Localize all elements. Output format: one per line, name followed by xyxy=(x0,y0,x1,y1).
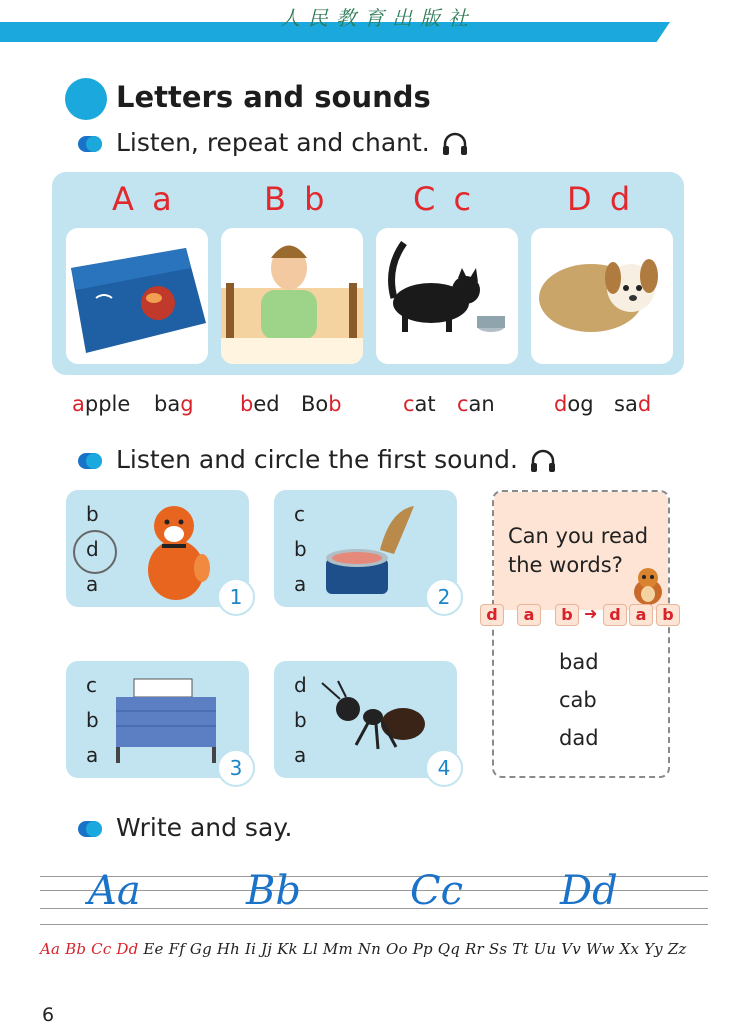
page-number: 6 xyxy=(42,1004,55,1026)
word-can xyxy=(457,392,495,416)
bullet-icon xyxy=(78,136,102,152)
word-red-part: g xyxy=(180,392,194,416)
handwriting-cc[interactable]: Cc xyxy=(410,868,464,914)
choice-letter[interactable]: b xyxy=(86,502,99,526)
ant-picture xyxy=(318,679,428,759)
word-pre-part: ba xyxy=(154,392,181,416)
choice-letter[interactable]: d xyxy=(86,537,99,561)
instruction-text: Listen, repeat and chant. xyxy=(116,128,430,157)
circle-card-2 xyxy=(274,490,457,607)
choice-letter[interactable]: a xyxy=(294,572,307,596)
boy-in-bed-picture xyxy=(221,228,363,364)
letter-tile: b xyxy=(656,604,680,626)
card-number: 1 xyxy=(217,578,255,616)
card-number: 2 xyxy=(425,578,463,616)
word-red-part: d xyxy=(554,392,568,416)
choice-letter[interactable]: a xyxy=(86,572,99,596)
word-dog xyxy=(554,392,594,416)
instruction-listen-repeat xyxy=(116,128,468,157)
letter-heading-b: B b xyxy=(264,180,329,218)
section-dot xyxy=(65,78,107,120)
read-word: cab xyxy=(559,688,597,712)
letter-tile: a xyxy=(629,604,653,626)
word-red-part: c xyxy=(457,392,469,416)
read-word: bad xyxy=(559,650,599,674)
choice-letter[interactable]: b xyxy=(86,708,99,732)
alphabet-rest: Ee Ff Gg Hh Ii Jj Kk Ll Mm Nn Oo Pp Qq Rr Ss Tt Uu Vv Ww Xx Yy Zz xyxy=(143,940,687,958)
read-question-panel xyxy=(494,492,668,610)
dog-picture xyxy=(136,498,216,602)
choice-letter[interactable]: b xyxy=(294,708,307,732)
choice-letter[interactable]: a xyxy=(294,743,307,767)
can-picture xyxy=(320,498,420,602)
handwriting-aa[interactable]: Aa xyxy=(88,868,141,914)
word-red-part: b xyxy=(328,392,342,416)
page-title: Letters and sounds xyxy=(116,80,431,114)
read-word: dad xyxy=(559,726,599,750)
choice-letter[interactable]: d xyxy=(294,673,307,697)
word-rest-part: ed xyxy=(253,392,280,416)
alphabet-strip xyxy=(40,940,687,958)
handwriting-bb[interactable]: Bb xyxy=(246,868,301,914)
squirrel-icon xyxy=(630,564,666,606)
bullet-icon xyxy=(78,453,102,469)
bullet-icon xyxy=(78,821,102,837)
letter-heading-a: A a xyxy=(112,180,176,218)
choice-letter[interactable]: c xyxy=(294,502,305,526)
headphones-icon[interactable] xyxy=(530,449,556,473)
word-red-part: d xyxy=(637,392,652,416)
instruction-listen-circle xyxy=(116,445,556,474)
circle-card-4 xyxy=(274,661,457,778)
word-red-part: b xyxy=(240,392,254,416)
word-pre-part: Bo xyxy=(301,392,329,416)
word-cat xyxy=(403,392,436,416)
choice-letter[interactable]: b xyxy=(294,537,307,561)
word-rest-part: an xyxy=(468,392,495,416)
choice-letter[interactable]: a xyxy=(86,743,99,767)
letter-tile: d xyxy=(603,604,627,626)
word-bag xyxy=(154,392,194,416)
word-bob xyxy=(301,392,342,416)
circle-card-3 xyxy=(66,661,249,778)
bed-picture xyxy=(114,671,218,767)
handwriting-dd[interactable]: Dd xyxy=(560,868,618,914)
circle-card-1 xyxy=(66,490,249,607)
alphabet-highlight: Aa Bb Cc Dd xyxy=(40,940,139,958)
word-rest-part: at xyxy=(414,392,436,416)
word-sad xyxy=(614,392,651,416)
cat-picture xyxy=(376,228,518,364)
word-apple xyxy=(72,392,130,416)
letter-tile: a xyxy=(517,604,541,626)
bag-picture xyxy=(66,228,208,364)
word-rest-part: pple xyxy=(84,392,131,416)
word-pre-part: sa xyxy=(614,392,638,416)
arrow-icon: ➜ xyxy=(584,604,598,623)
card-number: 3 xyxy=(217,749,255,787)
publisher-logo: 人民教育出版社 xyxy=(280,6,476,30)
instruction-write-say: Write and say. xyxy=(116,813,293,842)
instruction-text: Listen and circle the first sound. xyxy=(116,445,518,474)
word-red-part: a xyxy=(72,392,85,416)
read-question: Can you read the words? xyxy=(508,524,649,577)
letter-heading-c: C c xyxy=(413,180,476,218)
headphones-icon[interactable] xyxy=(442,132,468,156)
dog-picture xyxy=(531,228,673,364)
letter-tile: b xyxy=(555,604,579,626)
word-bed xyxy=(240,392,280,416)
letter-tile: d xyxy=(480,604,504,626)
word-red-part: c xyxy=(403,392,415,416)
choice-letter[interactable]: c xyxy=(86,673,97,697)
card-number: 4 xyxy=(425,749,463,787)
letter-heading-d: D d xyxy=(567,180,635,218)
word-rest-part: og xyxy=(567,392,594,416)
